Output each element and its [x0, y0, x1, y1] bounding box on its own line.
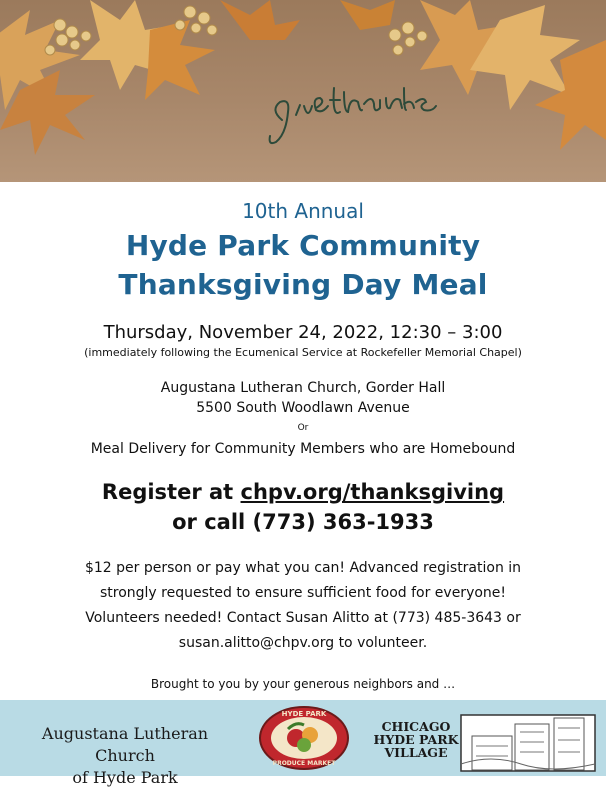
venue-name: Augustana Lutheran Church, Gorder Hall	[160, 380, 446, 396]
or-separator: Or	[297, 423, 309, 433]
sponsor-footer	[0, 700, 606, 787]
delivery-option: Meal Delivery for Community Members who are Homebound	[90, 441, 516, 457]
augustana-line-2: of Hyde Park	[72, 768, 178, 787]
register-line	[0, 480, 606, 504]
title-line-2: Thanksgiving Day Meal	[118, 268, 488, 301]
chpv-wordmark	[370, 720, 462, 759]
details-line-4: susan.alitto@chpv.org to volunteer.	[178, 635, 428, 651]
brought-by-text: Brought to you by your generous neighbors and …	[150, 677, 456, 691]
chpv-line-1: CHICAGO	[381, 719, 451, 734]
title-line-1: Hyde Park Community	[125, 229, 481, 262]
chpv-building-illustration	[460, 714, 596, 772]
register-phone: or call (773) 363-1933	[172, 510, 434, 534]
augustana-line-1: Augustana Lutheran Church	[41, 724, 209, 765]
chpv-line-3: VILLAGE	[384, 745, 448, 760]
register-link[interactable]: chpv.org/thanksgiving	[240, 480, 505, 504]
details-line-2: strongly requested to ensure sufficient food for everyone!	[99, 585, 507, 601]
details-paragraph	[0, 556, 606, 656]
augustana-sponsor	[10, 723, 240, 789]
venue-address: 5500 South Woodlawn Avenue	[196, 400, 410, 416]
produce-market-bottom-text: PRODUCE MARKET	[272, 760, 336, 767]
autumn-banner	[0, 0, 606, 182]
autumn-leaves-illustration	[0, 0, 606, 182]
event-note: (immediately following the Ecumenical Service at Rockefeller Memorial Chapel)	[84, 346, 522, 359]
register-prefix: Register at	[101, 480, 241, 504]
details-line-1: $12 per person or pay what you can! Advanced registration in	[84, 560, 522, 576]
details-line-3: Volunteers needed! Contact Susan Alitto at (773) 485-3643 or	[85, 610, 521, 626]
chpv-line-2: HYDE PARK	[373, 732, 459, 747]
produce-market-top-text: HYDE PARK	[281, 710, 327, 718]
event-datetime: Thursday, November 24, 2022, 12:30 – 3:00	[103, 322, 503, 343]
produce-market-logo	[258, 705, 350, 771]
annual-label: 10th Annual	[242, 199, 364, 223]
